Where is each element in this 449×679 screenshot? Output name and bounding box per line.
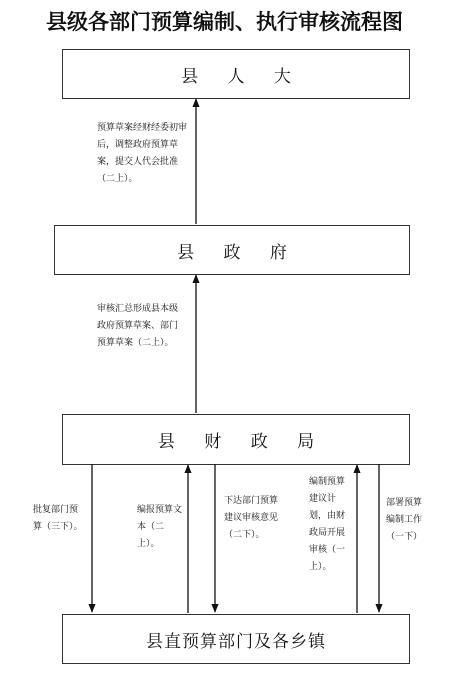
note-deploy-work: 部署预算编制工作（一下） — [386, 498, 423, 542]
note-finance-to-government: 审核汇总形成县本级政府预算草案、部门预算草案（二上）。 — [97, 304, 179, 348]
node-county-finance-bureau-label: 县 财 政 局 — [157, 432, 327, 452]
note-prepare-proposal: 编制预算建议计划，由财政局开展审核（一上）。 — [309, 477, 346, 572]
node-county-peoples-congress-label: 县 人 大 — [181, 66, 303, 87]
node-budget-departments-and-towns-label: 县直预算部门及各乡镇 — [146, 631, 326, 652]
page-title: 县级各部门预算编制、执行审核流程图 — [46, 10, 403, 34]
note-government-to-congress: 预算草案经财经委初审后，调整政府预算草案，提交人代会批准（二上）。 — [97, 123, 188, 184]
node-county-government-label: 县 政 府 — [177, 242, 299, 263]
note-issue-review-opinion: 下达部门预算建议审核意见（二下）。 — [224, 496, 279, 540]
note-submit-budget-text: 编报预算文本（二上）。 — [137, 505, 183, 549]
note-approve-budget: 批复部门预算（三下）。 — [33, 505, 83, 532]
